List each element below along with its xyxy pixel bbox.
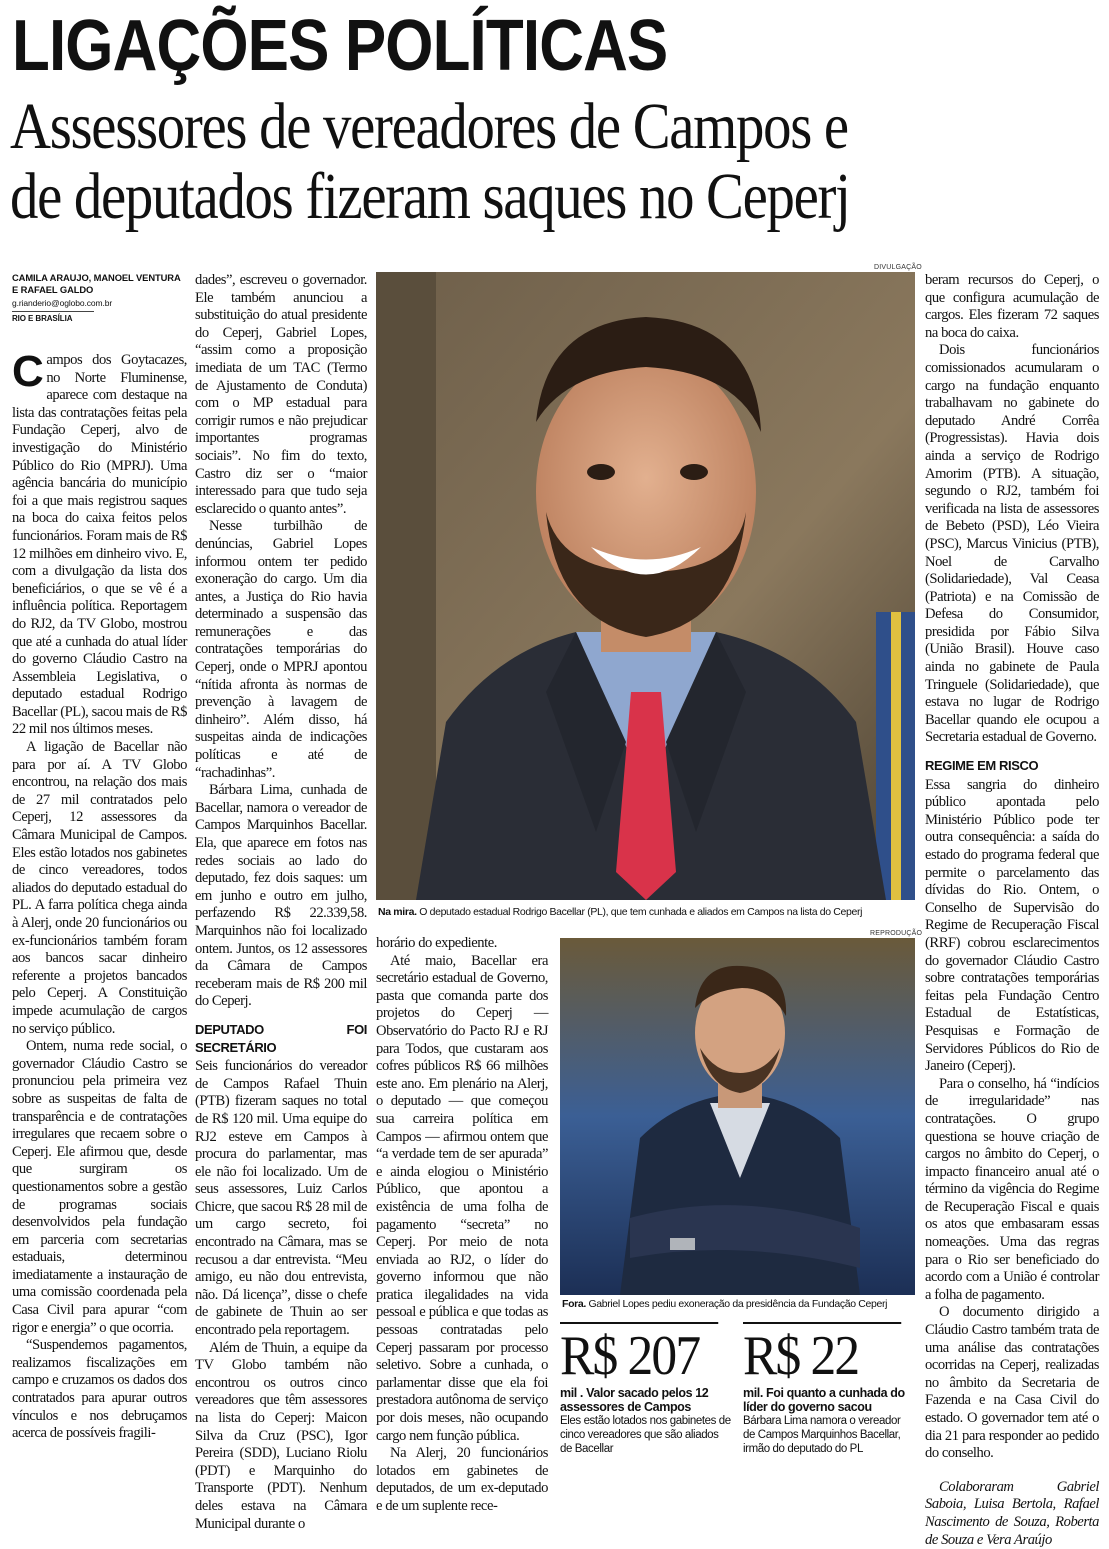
drop-cap: C [12, 347, 44, 396]
photo-gabriel-lopes [560, 938, 915, 1295]
fact-label: mil. Foi quanto a cunhada do líder do governo sacou [743, 1386, 905, 1414]
paragraph: A ligação de Bacellar não para por aí. A TV Globo encontrou, na relação dos mais de 27 mil contratados pelo Ceperj, 12 assessores da Câmara Municipal de Campos. Eles estão lotados nos gabinetes de cinco vereadores, todos aliados do deputado estadual do PL. A farra política chega ainda à Alerj, onde 20 funcionários ou ex-funcionários também foram aos bancos sacar dinheiro referente a projetos bancados pelo Ceperj. A Constituição impede acumulação de cargos no serviço público. [12, 739, 187, 1037]
article-column-1 [12, 347, 187, 1477]
article-column-3 [376, 935, 548, 1514]
article-column-4 [925, 272, 1099, 1548]
article-column-2 [195, 272, 367, 1532]
paragraph: Dois funcionários comissionados acumularam o cargo na fundação enquanto trabalhavam no gabinete do deputado André Corrêa (Progressistas). Havia dois ainda a serviço de Rodrigo Amorim (PTB). A situação, segundo o RJ2, também foi verificada na lista de assessores de Bebeto (PSD), Léo Vieira (PSC), Marcus Vinicius (PTB), Noel de Carvalho (Solidariedade), Val Ceasa (Patriota) e na Comissão de Defesa do Consumidor, presidida por Fábio Silva (União Brasil). Houve caso ainda no gabinete de Paula Tringuele (Solidariedade), que estava no lugar de Rodrigo Bacellar quando ele ocupou a Secretaria estadual de Governo. [925, 342, 1099, 746]
paragraph: Ontem, numa rede social, o governador Cláudio Castro se pronunciou pela primeira vez sobre as suspeitas de falta de transparência e de contratações irregulares que recaem sobre o Ceperj. Ele afirmou que, desde que surgiram os questionamentos sobre a gestão de programas sociais desenvolvidos pela fundação em parceria com secretarias estaduais, determinou imediatamente a instauração de uma comissão coordenada pela Casa Civil para apurar “com rigor e energia” o que ocorria. [12, 1038, 187, 1336]
photo-caption: Fora. Gabriel Lopes pediu exoneração da presidência da Fundação Ceperj [562, 1298, 888, 1310]
headline-line-2: de deputados fizeram saques no Ceperj [10, 160, 850, 233]
paragraph: Para o conselho, há “indícios de irregularidade” nas contratações. O grupo questiona se houve criação de cargos no âmbito do Ceperj, o impacto financeiro anual até o término da vigência do Regime de Recuperação Fiscal e quais os atos que embasaram essas nomeações. Uma das regras para o Rio ser beneficiado do acordo com a União é controlar a folha de pagamento. [925, 1075, 1099, 1303]
paragraph: Essa sangria do dinheiro público apontada pelo Ministério Público pode ter outra consequência: a saída do estado do programa federal que permite o parcelamento das dívidas do Rio. Ontem, o Conselho de Supervisão do Regime de Recuperação Fiscal (RRF) cobrou esclarecimentos do governador Cláudio Castro sobre contratações temporárias feitas pela Fundação Centro Estadual de Estatísticas, Pesquisas e Formação de Servidores Públicos do Rio de Janeiro (Ceperj). [925, 776, 1099, 1075]
headline [10, 92, 1094, 232]
paragraph: Até maio, Bacellar era secretário estadual de Governo, pasta que comanda parte dos projetos do Ceperj — Observatório do Pacto RJ e RJ para Todos, que custaram aos cofres públicos R$ 66 milhões este ano. Em plenário na Alerj, o deputado — que começou sua carreira política em Campos — afirmou ontem que “a verdade tem de ser apurada” e ainda elogiou o Ministério Público, que apontou a existência de uma folha de pagamento “secreta” no Ceperj. Por meio de nota enviada ao RJ2, o líder do governo informou que não pratica ilegalidades na vida pessoal e pública e que todas as pessoas contratadas pelo Ceperj passaram por processo seletivo. Sobre a cunhada, o parlamentar disse que ela foi prestadora autônoma de serviço por dois meses, não ocupando cargo nem função pública. [376, 952, 548, 1444]
photo-caption: Na mira. O deputado estadual Rodrigo Bacellar (PL), que tem cunhada e aliados em Campos na lista do Ceperj [378, 906, 863, 918]
paragraph: Nesse turbilhão de denúncias, Gabriel Lopes informou ontem ter pedido exoneração do cargo. Um dia antes, a Justiça do Rio havia determinado a suspensão das remunerações e das contratações temporárias do Ceperj, onde o MPRJ apontou “nítida afronta às normas de prevenção à lavagem de dinheiro”. Além disso, há suspeitas ainda de indicações políticas e até de “rachadinhas”. [195, 518, 367, 781]
byline-city: RIO E BRASÍLIA [12, 311, 94, 325]
portrait-man-arms-crossed-icon [560, 938, 915, 1295]
photo-rodrigo-bacellar [376, 272, 915, 900]
paragraph: Bárbara Lima, cunhada de Bacellar, namora o vereador de Campos Marquinhos Bacellar. Ela, que aparece em fotos nas redes sociais ao lado do deputado, fez dois saques: um em junho e outro em julho, perfazendo R$ 22.339,58. Marquinhos não foi localizado ontem. Juntos, os 12 assessores da Câmara de Campos receberam mais de R$ 200 mil do Ceperj. [195, 782, 367, 1010]
paragraph: Campos dos Goytacazes, no Norte Fluminense, aparece com destaque na lista das contratações feitas pela Fundação Ceperj, alvo de investigação do Ministério Público do Rio (MPRJ). Uma agência bancária do município foi a que mais registrou saques na boca do caixa feitos pelos funcionários. Foram mais de R$ 12 milhões em dinheiro vivo. E, com a divulgação da lista dos beneficiários, o que se vê é a influência política. Reportagem do RJ2, da TV Globo, mostrou que até a cunhada do atual líder do governo Cláudio Castro na Assembleia Legislativa, o deputado estadual Rodrigo Bacellar (PL), sacou mais de R$ 22 mil nos últimos meses. [12, 347, 187, 738]
subheading: DEPUTADO FOI SECRETÁRIO [195, 1021, 367, 1055]
byline [12, 272, 187, 325]
fact-number: R$ 207 [560, 1322, 718, 1382]
paragraph: Além de Thuin, a equipe da TV Globo também não encontrou os outros cinco vereadores que têm assessores na lista do Ceperj: Maicon Silva da Cruz (PSC), Igor Pereira (SDD), Luciano Riolu (PDT) e Marquinho do Transporte (PDT). Nenhum deles estava na Câmara Municipal durante o [195, 1339, 367, 1532]
fact-number: R$ 22 [743, 1322, 901, 1382]
paragraph: Seis funcionários do vereador de Campos Rafael Thuin (PTB) fizeram saques no total de R$ 120 mil. Uma equipe do RJ2 esteve em Campos à procura do parlamentar, mas ele não foi localizado. Um de seus assessores, Luiz Carlos Chicre, que sacou R$ 28 mil de um cargo secreto, foi encontrado na Câmara, mas se recusou a dar entrevista. “Meu amigo, eu não dou entrevista, não. Dá licença”, disse o chefe de gabinete de Thuin ao ser encontrado pela reportagem. [195, 1058, 367, 1339]
portrait-man-suit-icon [376, 272, 915, 900]
paragraph: Na Alerj, 20 funcionários lotados em gabinetes de deputados, de um ex-deputado e de um suplente rece- [376, 1445, 548, 1514]
paragraph: “Suspendemos pagamentos, realizamos fiscalizações em campo e cruzamos os dados dos contratados para apurar outros vínculos e nos debruçamos acerca de possíveis fragili- [12, 1337, 187, 1442]
fact-box-207 [560, 1322, 732, 1456]
subheading: REGIME EM RISCO [925, 758, 1039, 774]
paragraph: O documento dirigido a Cláudio Castro também trata de uma análise das contratações ocorridas na Ceperj, realizadas no âmbito da Secretaria de Fazenda e na Casa Civil do estado. O governador tem até o dia 21 para responder ao pedido do conselho. [925, 1304, 1099, 1462]
byline-email[interactable]: g.rianderio@oglobo.com.br [12, 298, 113, 308]
fact-label: mil . Valor sacado pelos 12 assessores de Campos [560, 1386, 709, 1414]
kicker-title: LIGAÇÕES POLÍTICAS [12, 6, 668, 86]
photo-credit: DIVULGAÇÃO [874, 264, 922, 271]
headline-line-1: Assessores de vereadores de Campos e [10, 90, 848, 163]
paragraph: dades”, escreveu o governador. Ele também anunciou a substituição do atual presidente do Ceperj, Gabriel Lopes, “assim como a proposição imediata de um TAC (Termo de Ajustamento de Conduta) com o MP estadual para corrigir rumos e não prejudicar importantes programas sociais”. No fim do texto, Castro diz ser o “maior interessado para que tudo seja esclarecido o quanto antes”. [195, 272, 367, 517]
paragraph: horário do expediente. [376, 935, 497, 951]
photo-credit: REPRODUÇÃO [870, 930, 923, 937]
contributors-credit: Colaboraram Gabriel Saboia, Luisa Bertola, Rafael Nascimento de Souza, Roberta de Souza e Vera Araújo [925, 1478, 1099, 1548]
fact-box-22 [743, 1322, 915, 1456]
fact-text: Eles estão lotados nos gabinetes de cinco vereadores que são aliados de Bacellar [560, 1415, 731, 1455]
paragraph: beram recursos do Ceperj, o que configura acumulação de cargos. Eles fizeram 72 saques na boca do caixa. [925, 272, 1099, 341]
fact-text: Bárbara Lima namora o vereador de Campos Marquinhos Bacellar, irmão do deputado do PL [743, 1415, 901, 1455]
byline-authors: CAMILA ARAUJO, MANOEL VENTURA E RAFAEL GALDO [12, 272, 181, 295]
